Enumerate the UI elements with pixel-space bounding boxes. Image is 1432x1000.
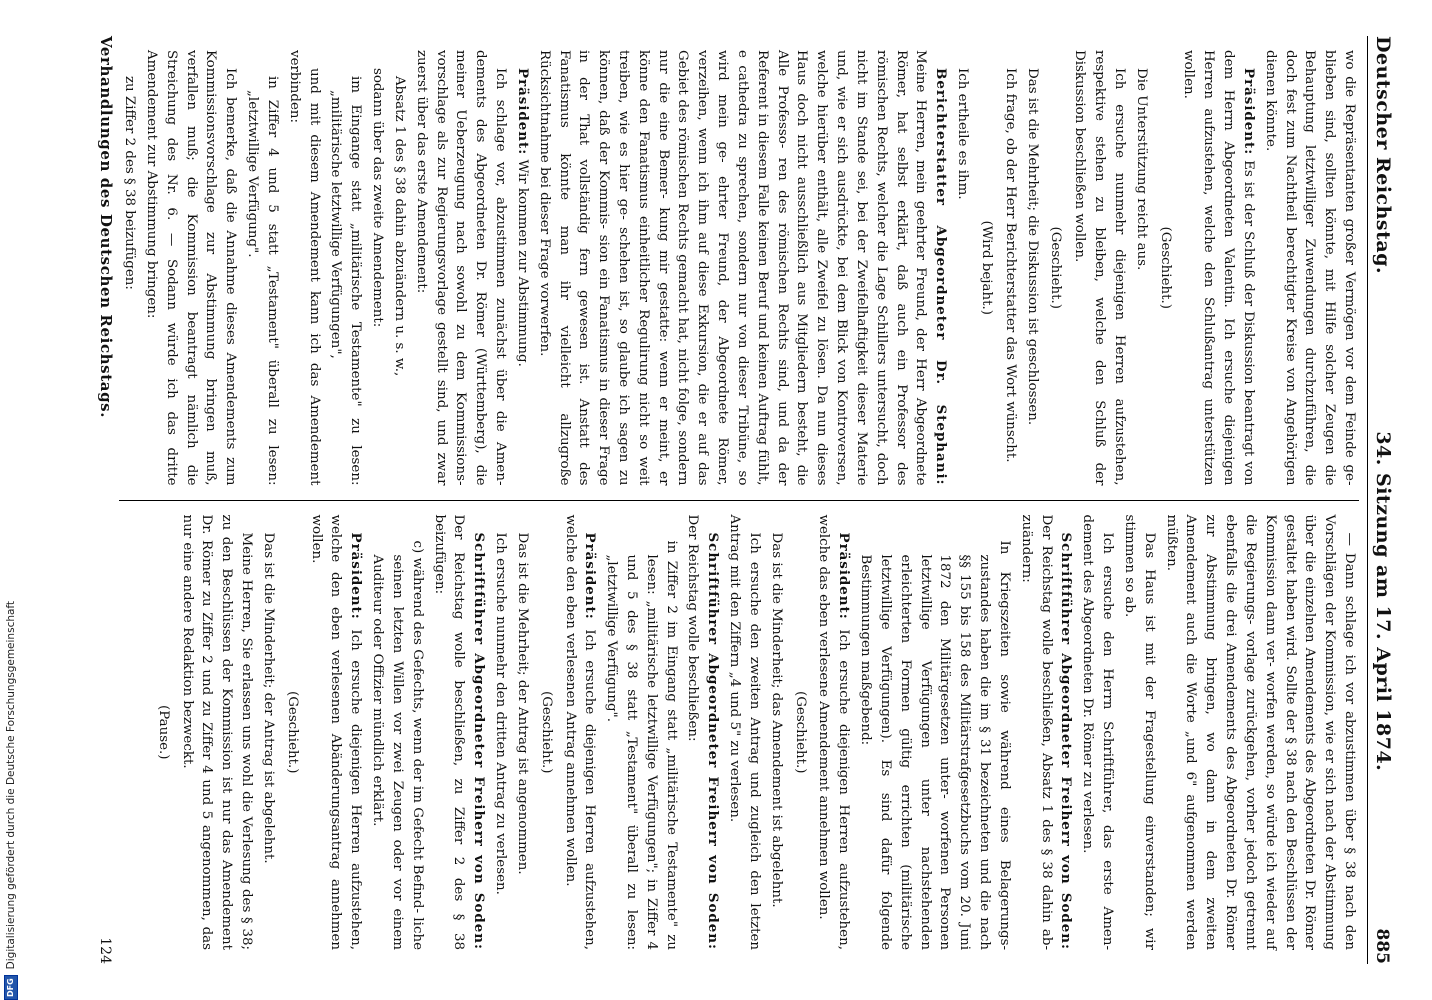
speaker-name: Schriftführer Abgeordneter Freiherr von Soden: [705, 532, 722, 950]
paragraph [683, 515, 723, 951]
paragraph [1179, 50, 1258, 486]
paragraph [1131, 50, 1151, 486]
paragraph [512, 515, 532, 951]
paragraph-text: Der Reichstag wolle beschließen: [685, 514, 701, 742]
paragraph [766, 515, 786, 951]
paragraph-text: (Pause.) [155, 704, 171, 760]
quoted-text [855, 515, 1014, 951]
paragraph-text: in Ziffer 4 und 5 statt „Testament" überall zu lesen: „letztwillige Verfügung". [245, 76, 280, 486]
paragraph-text: Ich ersuche diejenigen Herren aufzustehen, welche den eben verlesenen Abänderungsantrag annehmen wollen. [308, 514, 364, 950]
speaker-name: Schriftführer Abgeordneter Freiherr von Soden: [1058, 532, 1075, 950]
paragraph-text: Ich ersuche den Herrn Schriftführer, das erste Amen- dement des Abgeordneten Dr. Römer zu verlesen. [1080, 514, 1116, 950]
paragraph [814, 515, 854, 951]
paragraph-text: Meine Herren, Sie erlassen uns wohl die Verlesung des § 38; zu den Beschlüssen der Kommission ist nur das Amendement Dr. Römer zu Ziffer 2 und zu Ziffer 4 und 5 angenommen, das nur eine andere Redaktion bezweckt. [179, 514, 255, 950]
paragraph-text: (Geschieht.) [792, 690, 808, 774]
speaker-name: Schriftführer Abgeordneter Freiherr von Soden: [471, 532, 488, 950]
paragraph-text: Das ist die Minderheit; der Antrag ist abgelehnt. [260, 532, 276, 864]
paragraph [306, 515, 365, 951]
quoted-text [119, 50, 139, 486]
paragraph-text: Ich ersuche den zweiten Antrag und zugleich den letzten Antrag mit den Ziffern „4 und 5" zu verlesen. [727, 514, 762, 950]
paragraph [560, 515, 600, 951]
paragraph [1119, 515, 1159, 951]
speaker-name: Präsident: [836, 532, 853, 620]
paragraph-text: (Geschieht.) [284, 690, 300, 774]
paragraph [411, 50, 510, 486]
speaker-name: Präsident: [348, 532, 365, 620]
sheet-number: 124 [97, 937, 113, 964]
paragraph-text: Ich ertheile es ihm. [955, 68, 971, 200]
paragraph [141, 50, 240, 486]
paragraph-text: Das ist die Mehrheit; die Diskussion ist geschlossen. [1024, 68, 1040, 426]
newspaper-page [34, 20, 1404, 980]
paragraph-text: Ich schlage vor, abzustimmen zunächst über die Amen- dements des Abgeordneten Dr. Römer (Württemberg), die meiner Ueberzeugung nach sowohl zu dem Kommissions- vorschlage als zur Regierungsvorlage gestellt sind, und zwar zuerst über das erste Amendement: [413, 50, 509, 486]
paragraph-text: in Ziffer 2 im Eingang statt „militärische Testamente" zu lesen: „militärische letztwillige Verfügungen"; in Ziffer 4 und 5 des § 38 statt „Testament" überall zu lesen: „letztwillige Verfügung". [604, 540, 679, 950]
paragraph [177, 515, 256, 951]
left-column [119, 36, 1359, 500]
paragraph-text: Ich ersuche diejenigen Herren aufzustehen, welche das eben verlesene Amendement annehmen wollen. [816, 514, 852, 950]
page-footer [97, 36, 115, 964]
text-columns [119, 36, 1359, 964]
quoted-text [389, 50, 409, 486]
right-column [119, 501, 1359, 965]
paragraph-text: c) während des Gefechts, wenn der im Gefecht Befind- liche seinen letzten Willen vor zwei Zeugen oder vor einem Auditeur oder Offizier mündlich erklärt. [370, 540, 425, 950]
publication-title: Verhandlungen des Deutschen Reichstags. [97, 36, 115, 419]
page-header [1367, 36, 1394, 964]
paragraph-text: (Geschieht.) [538, 690, 554, 774]
speaker-name: Präsident: [1240, 68, 1257, 156]
paragraph [1069, 50, 1128, 486]
paragraph-text: (Wird bejaht.) [978, 220, 994, 315]
stage-direction [1046, 50, 1066, 486]
paragraph [1077, 515, 1117, 951]
paragraph [367, 50, 387, 486]
paragraph-text: Ich ersuche nunmehr diejenigen Herren aufzustehen, respektive stehen zu bleiben, welche den Schluß der Diskussion beschließen wollen. [1072, 50, 1127, 486]
stage-direction [153, 515, 173, 951]
paragraph-text: Das ist die Minderheit; das Amendement ist abgelehnt. [768, 532, 784, 908]
speaker-name: Präsident: [514, 68, 531, 156]
paragraph-text: Das ist die Mehrheit; der Antrag ist angenommen. [514, 532, 530, 875]
paragraph [284, 50, 324, 486]
speaker-name: Präsident: [582, 532, 599, 620]
credit-text: Digitalisierung gefördert durch die Deutsche Forschungsgemeinschaft [5, 600, 17, 970]
paragraph-text: Ich ersuche nunmehr den dritten Antrag zu verlesen. [493, 532, 509, 895]
quoted-text [326, 50, 366, 486]
paragraph [512, 50, 532, 486]
quoted-text [367, 515, 426, 951]
paragraph-text: In Kriegszeiten sowie während eines Belagerungs- zustandes haben die im § 31 bezeichneten und die nach §§ 155 bis 158 des Militärstrafgesetzbuchs vom 20. Juni 1872 den Militärgesetzen unter- worfenen Personen letztwillige Verfügungen unter nachstehenden erleichterten Formen gültig errichten (militärische letztwillige Verfügungen). Es sind dafür folgende Bestimmungen maßgebend: [858, 540, 1012, 950]
quoted-text [242, 50, 282, 486]
paragraph [1161, 515, 1359, 951]
paragraph-text: Die Unterstützung reicht aus. [1133, 68, 1149, 271]
paragraph [1022, 50, 1042, 486]
stage-direction [536, 515, 556, 951]
paragraph-text: wo die Repräsentanten großer Vermögen vor dem Feinde ge- blieben sind, sollten könnte, mit Hilfe solcher Zeugen die Behauptung letztwilliger Zuwendungen durchzuführen, die doch fest zum Nachtheil berechtigter Kreise von Angehörigen dienen könnte. [1262, 50, 1357, 486]
paragraph-text: Ich bemerke, daß die Annahme dieses Amendements zum Kommissionsvorschlage zur Abstimmung bringen muß, verfallen muß; die Kommission beantragt nämlich die Streichung des Nr. 6. — Sodann würde ich das dritte Amendement zur Abstimmung bringen: [143, 50, 239, 486]
paragraph-text: Ich ersuche diejenigen Herren aufzustehen, welche den eben verlesenen Antrag annehmen wollen. [562, 514, 598, 950]
paragraph [429, 515, 488, 951]
paragraph-text: sodann über das zweite Amendement: [370, 68, 386, 328]
digitization-credit [0, 600, 22, 1000]
quoted-text [601, 515, 680, 951]
paragraph-text: Meine Herren, mein geehrter Freund, der Herr Abgeordnete Römer, hat selbst erklärt, daß auch ein Professor des römischen Rechts, welcher die Lage Schillers untersucht, doch nicht im Stande sei, bei der Zweifelhaftigkeit dieser Materie und, wie er sich ausdrückte, bei dem Blick von Kontroversen, welche hierüber enthält, alle Zweifel zu lösen. Da nun dieses Haus doch nicht ausschließlich aus Mitgliedern besteht, die Alle Professo- ren des römischen Rechts sind, und da der Referent in diesem Falle keinen Beruf und keinen Auftrag fühlt, e cathedra zu sprechen, sondern nur von dieser Tribüne, so wird mein ge- ehrter Freund, der Abgeordnete Römer, verzeihen, wenn ich ihm auf diese Exkursion, die er auf das Gebiet des römischen Rechts gemacht hat, nicht folge, sondern nur die eine Bemer- kung mir gestatte: wenn er meint, er könne den Fanatismus einheitlicher Regulirung nicht so weit treiben, wie es hier ge- schehen ist, so glaube ich sagen zu können, daß der Kommis- sion ein Fanatismus in dieser Frage in der That vollständig fern gewesen ist. Anstatt des Fanatismus könnte man ihr vielleicht allzugroße Rücksichtnahme bei dieser Frage vorwerfen. [536, 50, 929, 486]
speaker-name: Berichterstatter Abgeordneter Dr. Stephani: [933, 68, 950, 486]
paragraph-text: Ich frage, ob der Herr Berichterstatter das Wort wünscht. [1002, 68, 1018, 463]
paragraph-text: Es ist der Schluß der Diskussion beantragt von dem Herrn Abgeordneten Valentin. Ich ersuche diejenigen Herren aufzustehen, welche den Schlußantrag unterstützen wollen. [1181, 50, 1256, 486]
paragraph [258, 515, 278, 951]
dfg-logo: DFG [4, 975, 18, 1000]
paragraph-text: — Dann schlage ich vor abzustimmen über § 38 nach den Vorschlägen der Kommission, wie er sich nach der Abstimmung über die einzelnen Amendements des Abgeordneten Dr. Römer gestaltet haben wird. Sollte der § 38 nach den Beschlüssen der Kommission dann ver- worfen werden, so würde ich wieder auf die Regierungs- vorlage zurückgehen, vorher jedoch getrennt ebenfalls die drei Amendements des Abgeordneten Dr. Römer zur Abstimmung bringen, wo dann in dem zweiten Amendement auch die Worte „und 6" aufgenommen werden müßten. [1163, 514, 1357, 950]
paragraph-text: (Geschieht.) [1157, 226, 1173, 310]
paragraph-text: Wir kommen zur Abstimmung. [514, 155, 530, 367]
paragraph [724, 515, 764, 951]
paragraph-text: Der Reichstag wolle beschließen, Absatz 1 des § 38 dahin ab- zuändern: [1018, 514, 1054, 950]
paragraph [1260, 50, 1359, 486]
paragraph-text: zu Ziffer 2 des § 38 beizufügen: [122, 76, 138, 290]
paragraph-text: Der Reichstag wolle beschließen, zu Ziffer 2 des § 38 beizufügen: [431, 514, 467, 950]
stage-direction [976, 50, 996, 486]
paragraph [1016, 515, 1075, 951]
paragraph-text: (Geschieht.) [1048, 226, 1064, 310]
paragraph [952, 50, 972, 486]
stage-direction [282, 515, 302, 951]
header-title: Deutscher Reichstag. [1372, 36, 1394, 275]
paragraph [1000, 50, 1020, 486]
stage-direction [1155, 50, 1175, 486]
paragraph-text: und mit diesem Amendement kann ich das Amendement verbinden: [286, 50, 322, 486]
stage-direction [790, 515, 810, 951]
paragraph [534, 50, 950, 486]
paragraph-text: Absatz 1 des § 38 dahin abzuändern u. s. w., [391, 76, 407, 377]
header-session: 34. Sitzung am 17. April 1874. [1372, 431, 1394, 772]
page-number: 885 [1372, 928, 1392, 964]
paragraph-text: im Eingange statt „militärische Testamente" zu lesen: „militärische letztwillige Verfügungen", [328, 76, 364, 486]
paragraph [490, 515, 510, 951]
paragraph-text: Das Haus ist mit der Fragestellung einverstanden; wir stimmen so ab. [1121, 514, 1157, 950]
